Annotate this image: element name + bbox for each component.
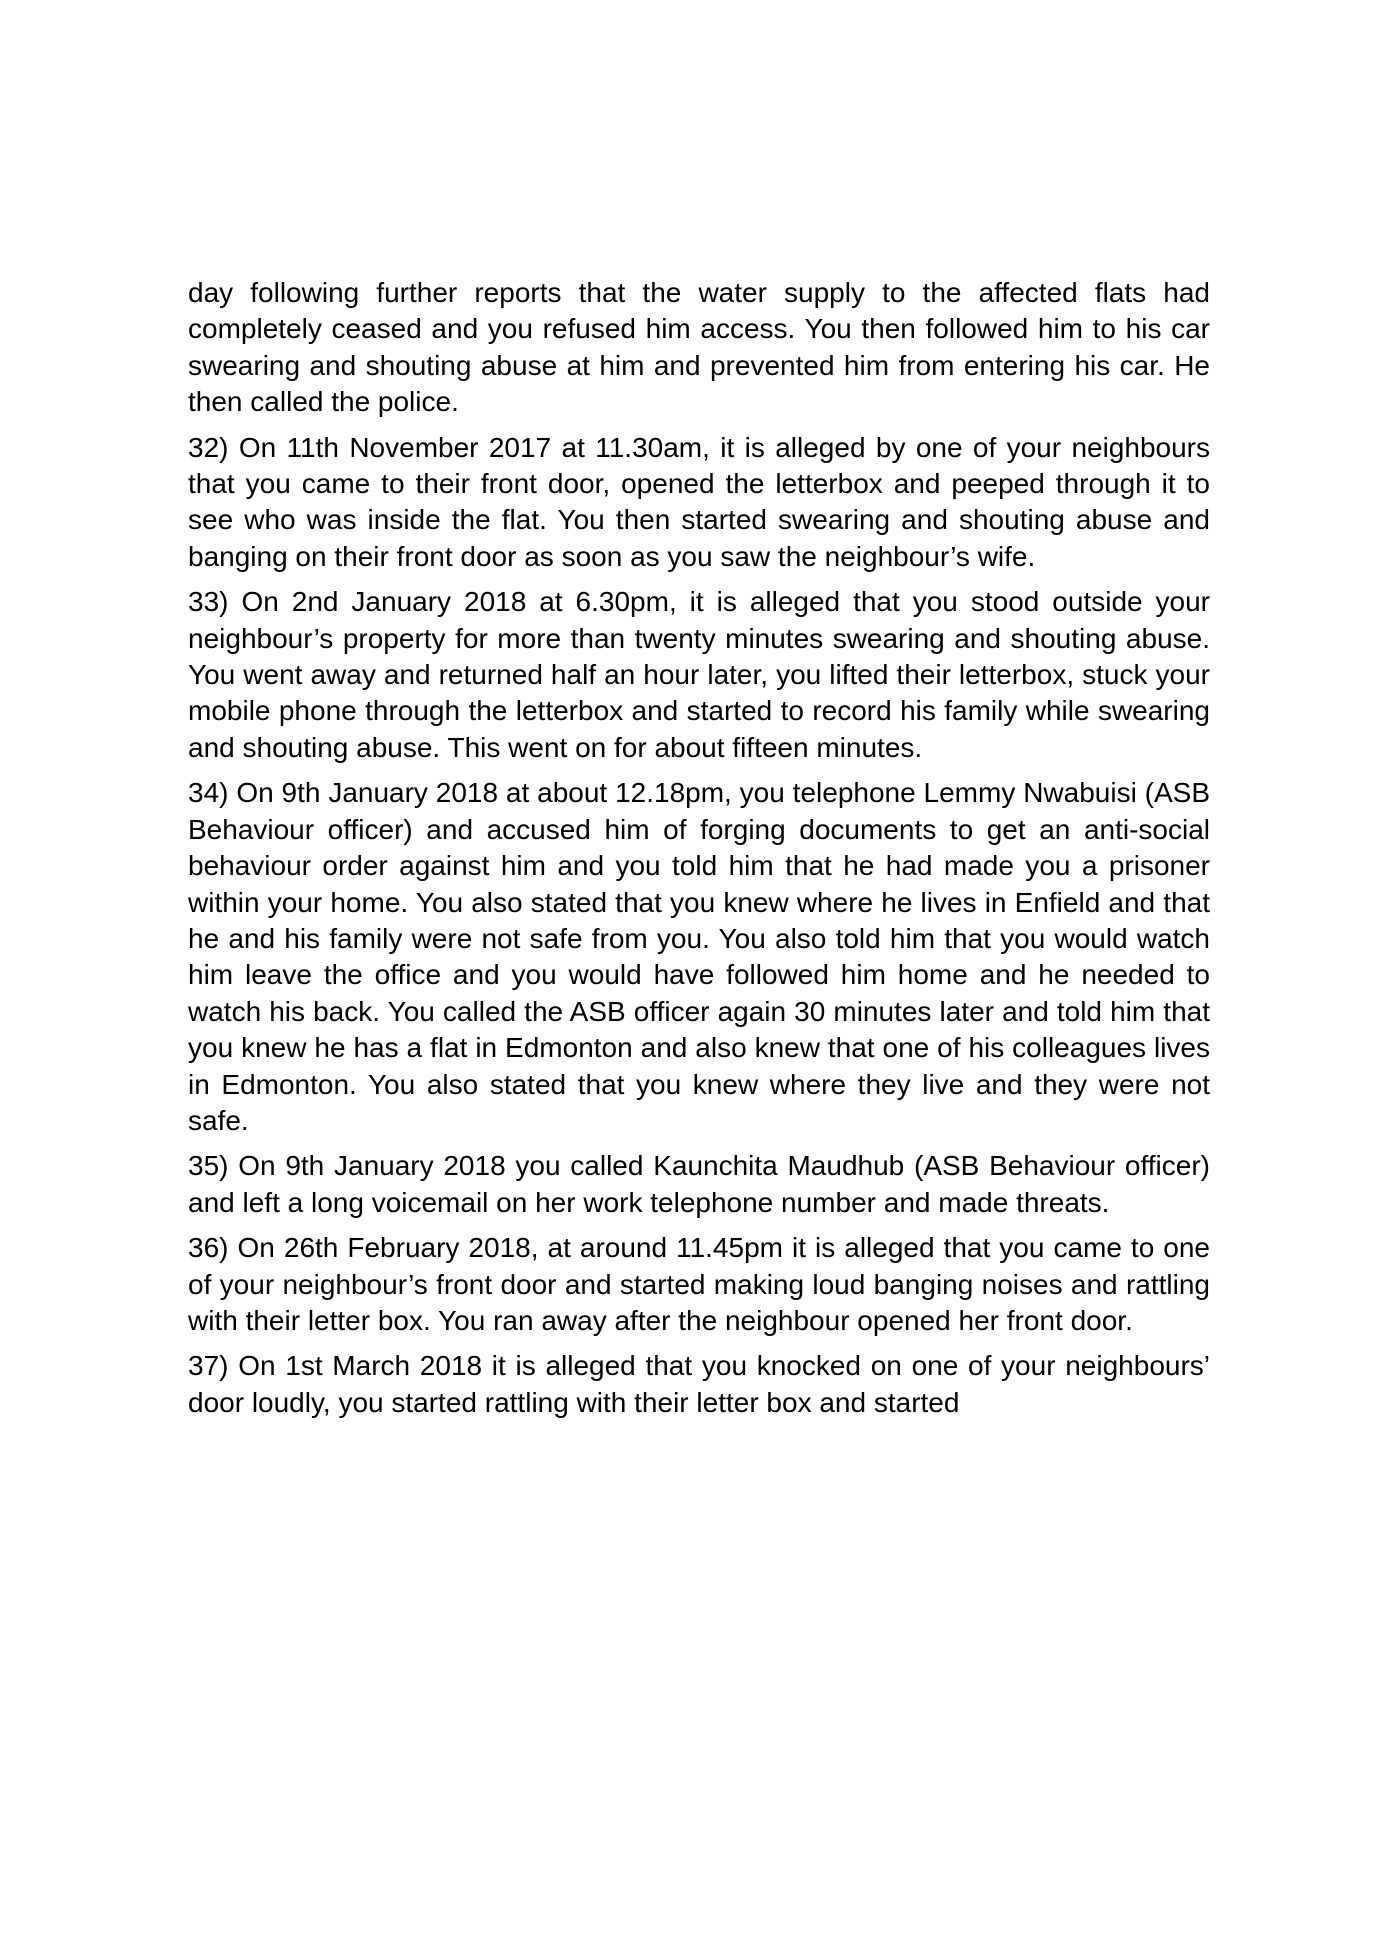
paragraph-35 [188, 1148, 1210, 1221]
paragraph-31-continuation [188, 275, 1210, 421]
paragraph-text: day following further reports that the water supply to the affected flats had completely ceased and you refused him access. You then followed him to his car swearing and shouting abuse at him and prevented him from entering his car. He then called the police. [188, 277, 1210, 418]
paragraph-text: On 11th November 2017 at 11.30am, it is alleged by one of your neighbours that you came to their front door, opened the letterbox and peeped through it to see who was inside the flat. You then started swearing and shouting abuse and banging on their front door as soon as you saw the neighbour’s wife. [188, 431, 1210, 572]
paragraph-32 [188, 430, 1210, 576]
paragraph-text: On 1st March 2018 it is alleged that you knocked on one of your neighbours’ door loudly, you started rattling with their letter box and started [188, 1350, 1211, 1418]
document-text-block [188, 275, 1210, 1430]
paragraph-number: 37) [188, 1350, 229, 1382]
paragraph-number: 32) [188, 431, 229, 463]
paragraph-33 [188, 584, 1210, 766]
paragraph-37 [188, 1348, 1210, 1421]
paragraph-number: 35) [188, 1150, 229, 1182]
paragraph-34 [188, 775, 1210, 1139]
paragraph-text: On 9th January 2018 you called Kaunchita Maudhub (ASB Behaviour officer) and left a long voicemail on her work telephone number and made threats. [188, 1150, 1210, 1218]
paragraph-number: 34) [188, 777, 229, 809]
paragraph-number: 33) [188, 586, 229, 618]
paragraph-text: On 9th January 2018 at about 12.18pm, you telephone Lemmy Nwabuisi (ASB Behaviour officer) and accused him of forging documents to get an anti-social behaviour order against him and you told him that he had made you a prisoner within your home. You also stated that you knew where he lives in Enfield and that he and his family were not safe from you. You also told him that you would watch him leave the office and you would have followed him home and he needed to watch his back. You called the ASB officer again 30 minutes later and told him that you knew he has a flat in Edmonton and also knew that one of his colleagues lives in Edmonton. You also stated that you knew where they live and they were not safe. [188, 777, 1210, 1136]
paragraph-36 [188, 1230, 1210, 1339]
paragraph-text: On 2nd January 2018 at 6.30pm, it is alleged that you stood outside your neighbour’s property for more than twenty minutes swearing and shouting abuse. You went away and returned half an hour later, you lifted their letterbox, stuck your mobile phone through the letterbox and started to record his family while swearing and shouting abuse. This went on for about fifteen minutes. [188, 586, 1211, 763]
paragraph-number: 36) [188, 1232, 229, 1264]
paragraph-text: On 26th February 2018, at around 11.45pm it is alleged that you came to one of your neighbour’s front door and started making loud banging noises and rattling with their letter box. You ran away after the neighbour opened her front door. [188, 1232, 1211, 1336]
